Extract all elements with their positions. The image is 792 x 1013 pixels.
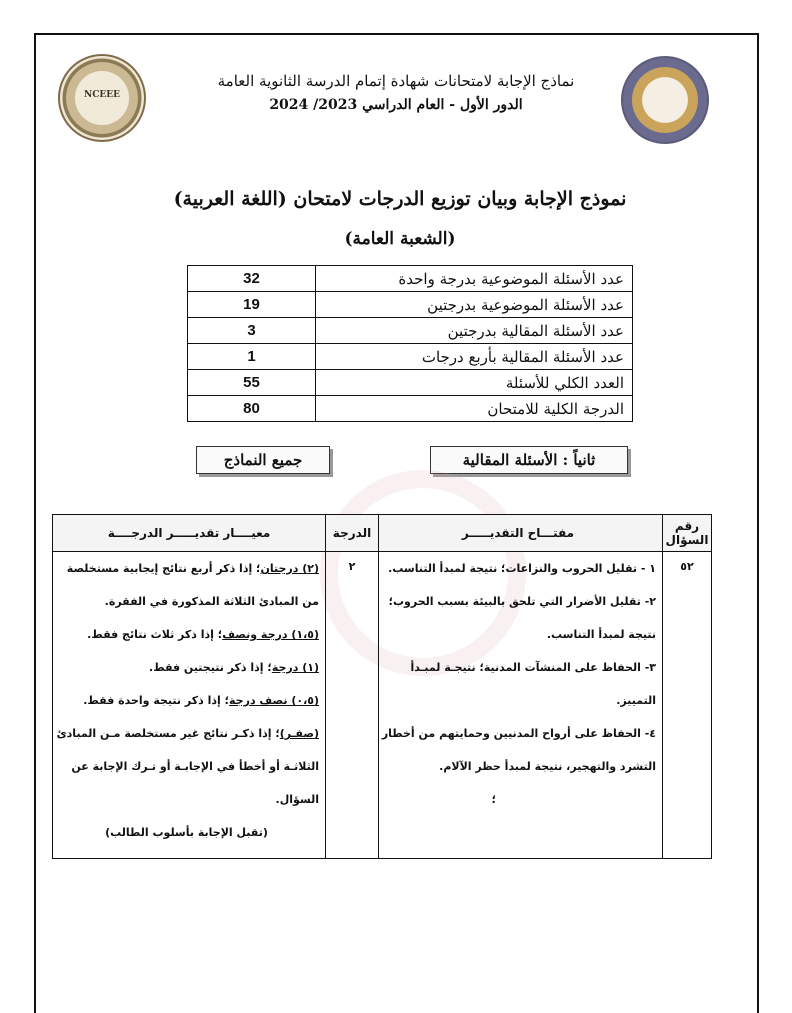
answer-key-cell <box>379 552 663 859</box>
criteria-line <box>54 626 319 659</box>
criteria-text: من المبادئ الثلاثة المذكورة في الفقرة. <box>104 595 319 608</box>
summary-label: الدرجة الكلية للامتحان <box>316 396 633 422</box>
header-question-number: رقم السؤال <box>663 515 712 552</box>
criteria-line <box>54 659 319 692</box>
summary-value: 19 <box>188 292 316 318</box>
degree-value: ٢ <box>326 552 379 859</box>
all-models-label: جميع النماذج <box>196 446 330 474</box>
criteria-text: ؛ إذا ذكر أربع نتائج إيجابية مستخلصة <box>66 562 261 575</box>
summary-row <box>188 344 633 370</box>
criteria-grade: (٠،٥) نصف درجة <box>229 694 319 707</box>
header-answer-key: مفتـــاح التقديـــــر <box>379 515 663 552</box>
summary-value: 55 <box>188 370 316 396</box>
criteria-text: ؛ إذا ذكر نتيجتين فقط. <box>149 661 272 674</box>
summary-value: 1 <box>188 344 316 370</box>
header-criteria: معيــــار تقديـــــر الدرجــــة <box>53 515 326 552</box>
summary-value: 3 <box>188 318 316 344</box>
criteria-line <box>54 560 319 593</box>
summary-row <box>188 318 633 344</box>
answer-key-line: ١ - تقليل الحروب والنزاعات؛ نتيجة لمبدأ التناسب. <box>388 562 656 575</box>
answer-key-line: التشرد والتهجير، نتيجة لمبدأ حظر الآلام. <box>439 760 656 773</box>
criteria-note: (تقبل الإجابة بأسلوب الطالب) <box>105 826 268 839</box>
nceee-seal-text: NCEEE <box>84 90 120 100</box>
summary-row <box>188 396 633 422</box>
summary-row <box>188 370 633 396</box>
answer-key-line: ٤- الحفاظ على أرواح المدنيين وحمايتهم من أخطار <box>381 727 656 740</box>
header-line-1: نماذج الإجابة لامتحانات شهادة إتمام الدرسة الثانوية العامة <box>217 72 575 90</box>
criteria-grade: (١،٥) درجة ونصف <box>222 628 319 641</box>
essay-questions-label: ثانياً : الأسئلة المقالية <box>430 446 628 474</box>
summary-row <box>188 292 633 318</box>
criteria-text: السؤال. <box>275 793 319 806</box>
header-degree: الدرجة <box>326 515 379 552</box>
criteria-text: الثلاثـة أو أخطأ في الإجابـة أو تـرك الإجابة عن <box>71 760 319 773</box>
question-number: ٥٢ <box>663 552 712 859</box>
criteria-grade: (١) درجة <box>271 661 319 674</box>
criteria-text: ؛ إذا ذكر ثلاث نتائج فقط. <box>87 628 223 641</box>
summary-label: العدد الكلي للأسئلة <box>316 370 633 396</box>
criteria-text: ؛ إذا ذكـر نتائج غير مستخلصة مـن المبادئ <box>56 727 280 740</box>
answer-key-table <box>52 514 712 859</box>
summary-value: 80 <box>188 396 316 422</box>
summary-label: عدد الأسئلة المقالية بأربع درجات <box>316 344 633 370</box>
criteria-grade: (٢) درجتان <box>260 562 319 575</box>
header-line-2: الدور الأول - العام الدراسي 2023/ 2024 <box>269 97 523 113</box>
ministry-of-education-seal-icon <box>621 56 709 144</box>
criteria-cell <box>53 552 326 859</box>
summary-label: عدد الأسئلة المقالية بدرجتين <box>316 318 633 344</box>
criteria-grade: (صفـر) <box>279 727 319 740</box>
answer-key-mark: ؛ <box>491 793 496 806</box>
summary-value: 32 <box>188 266 316 292</box>
criteria-line <box>54 692 319 725</box>
nceee-seal-icon <box>58 54 146 142</box>
answer-table-header <box>53 515 712 552</box>
answer-key-line: ٢- تقليل الأضرار التي تلحق بالبيئة بسبب الحروب؛ <box>388 595 656 608</box>
criteria-line <box>54 725 319 758</box>
summary-table <box>187 265 633 422</box>
summary-label: عدد الأسئلة الموضوعية بدرجتين <box>316 292 633 318</box>
criteria-text: ؛ إذا ذكر نتيجة واحدة فقط. <box>83 694 230 707</box>
summary-row <box>188 266 633 292</box>
answer-key-line: التمييز. <box>616 694 656 707</box>
answer-key-line: نتيجة لمبدأ التناسب. <box>546 628 656 641</box>
document-subtitle: (الشعبة العامة) <box>344 229 456 249</box>
answer-key-line: ٣- الحفاظ على المنشآت المدنية؛ نتيجـة لمبـدأ <box>410 661 656 674</box>
table-row <box>53 552 712 859</box>
document-title: نموذج الإجابة وبيان توزيع الدرجات لامتحان (اللغة العربية) <box>173 188 627 210</box>
summary-label: عدد الأسئلة الموضوعية بدرجة واحدة <box>316 266 633 292</box>
